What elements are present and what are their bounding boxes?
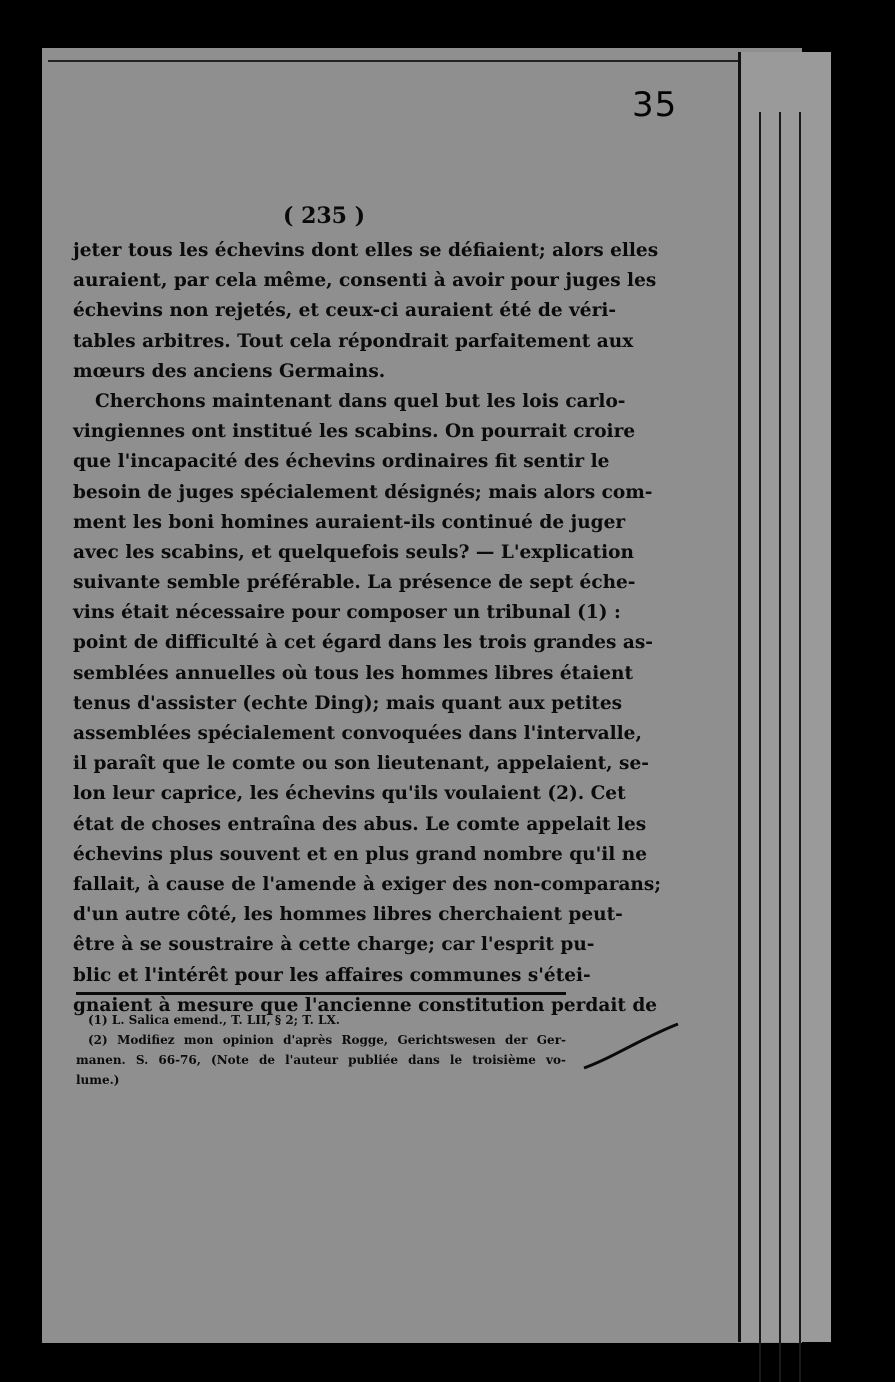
text-line: ment les boni homines auraient-ils continué de juger	[73, 511, 626, 533]
page-edge-stack	[738, 52, 831, 1342]
text-line: blic et l'intérêt pour les affaires communes s'étei-	[73, 964, 591, 986]
text-line: gnaient à mesure que l'ancienne constitution perdait de	[73, 994, 658, 1016]
text-line: échevins plus souvent et en plus grand nombre qu'il ne	[73, 843, 647, 865]
text-line: vins était nécessaire pour composer un tribunal (1) :	[73, 602, 621, 624]
footnote-line: (2) Modifiez mon opinion d'après Rogge, Gerichtswesen der Ger-	[88, 1033, 566, 1047]
text-line: besoin de juges spécialement désignés; mais alors com-	[73, 481, 653, 503]
text-line: assemblées spécialement convoquées dans l'intervalle,	[73, 723, 642, 744]
page-edge-line	[779, 112, 781, 1382]
text-line: état de choses entraîna des abus. Le comte appelait les	[73, 813, 647, 835]
text-line: point de difficulté à cet égard dans les trois grandes as-	[73, 632, 653, 654]
text-line: tables arbitres. Tout cela répondrait parfaitement aux	[73, 330, 634, 352]
text-line: suivante semble préférable. La présence de sept éche-	[73, 572, 636, 594]
handwritten-folio-number: 35	[632, 85, 678, 125]
text-line: échevins non rejetés, et ceux-ci auraient été de véri-	[73, 300, 617, 322]
page-edge-line	[759, 112, 761, 1382]
page-number: ( 235 )	[283, 203, 366, 229]
text-line: lon leur caprice, les échevins qu'ils voulaient (2). Cet	[73, 783, 626, 805]
text-line: il paraît que le comte ou son lieutenant, appelaient, se-	[73, 753, 649, 775]
footnote-rule	[76, 992, 566, 995]
page-top-edge	[48, 60, 738, 62]
footnote-line: lume.)	[76, 1073, 120, 1087]
text-line: tenus d'assister (echte Ding); mais quant aux petites	[73, 692, 623, 714]
pencil-stroke-mark	[582, 1020, 682, 1075]
text-line: être à se soustraire à cette charge; car l'esprit pu-	[73, 934, 595, 956]
text-line: vingiennes ont institué les scabins. On pourrait croire	[73, 421, 636, 443]
text-line: avec les scabins, et quelquefois seuls? — L'explication	[73, 541, 634, 563]
footnote-line: manen. S. 66-76, (Note de l'auteur publiée dans le troisième vo-	[76, 1053, 566, 1067]
footnotes	[76, 1010, 566, 1090]
text-line: jeter tous les échevins dont elles se défiaient; alors elles	[73, 240, 659, 261]
text-line: auraient, par cela même, consenti à avoir pour juges les	[73, 270, 657, 292]
body-text	[73, 236, 662, 1021]
page-edge-line	[799, 112, 801, 1382]
text-line: Cherchons maintenant dans quel but les lois carlo-	[95, 390, 626, 412]
text-line: mœurs des anciens Germains.	[73, 360, 386, 382]
footnote-line: (1) L. Salica emend., T. LII, § 2; T. LX.	[88, 1013, 340, 1027]
text-line: d'un autre côté, les hommes libres cherchaient peut-	[73, 904, 623, 926]
text-line: fallait, à cause de l'amende à exiger des non-comparans;	[73, 873, 662, 895]
text-line: que l'incapacité des échevins ordinaires fit sentir le	[73, 451, 610, 473]
text-line: semblées annuelles où tous les hommes libres étaient	[73, 662, 634, 684]
